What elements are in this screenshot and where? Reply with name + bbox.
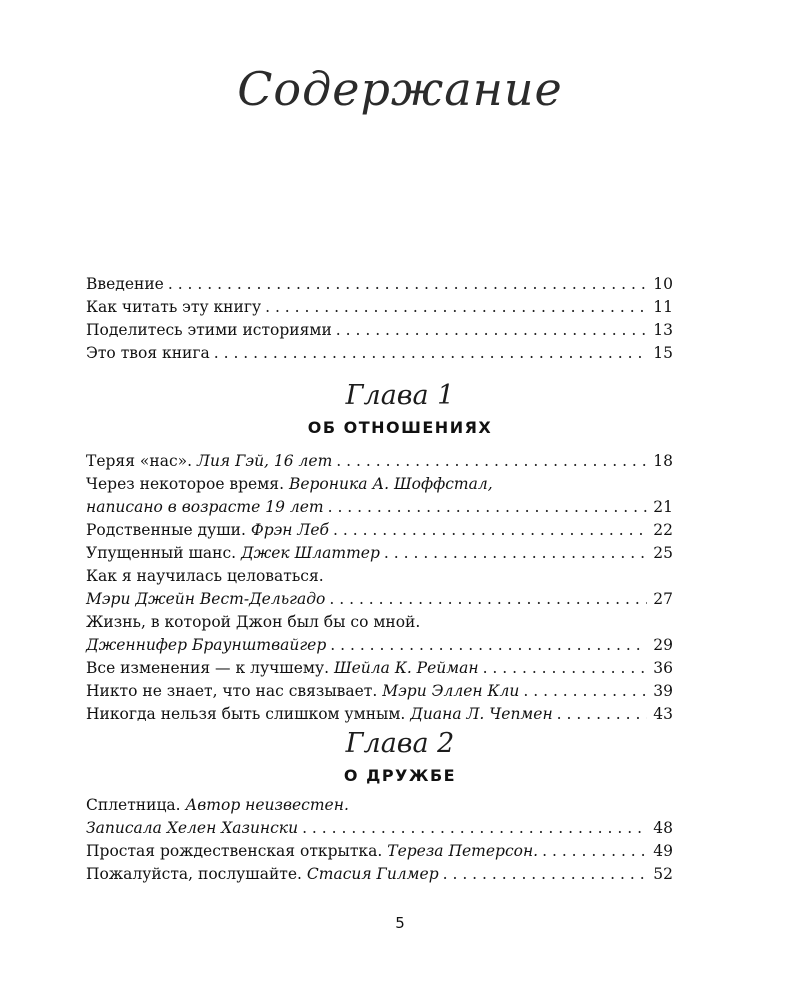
chapter-2-heading: Глава 2 xyxy=(345,728,455,759)
dot-leader xyxy=(329,588,647,611)
chapter-1-subtitle: ОБ ОТНОШЕНИЯХ xyxy=(307,418,493,437)
chapter-1-heading: Глава 1 xyxy=(345,380,455,411)
entry-title: Введение xyxy=(86,275,164,293)
entry-author: Стасия Гилмер xyxy=(306,865,439,883)
entry-author: Джек Шлаттер xyxy=(241,544,380,562)
chapter-2-subtitle: О ДРУЖБЕ xyxy=(343,766,457,785)
toc-entry[interactable] xyxy=(86,342,673,365)
toc-intro xyxy=(86,273,673,365)
toc-entry[interactable] xyxy=(86,450,673,473)
entry-title: Это твоя книга xyxy=(86,344,210,362)
toc-entry[interactable] xyxy=(86,794,673,840)
entry-title: Жизнь, в которой Джон был бы со мной. xyxy=(86,613,421,631)
entry-title: Через некоторое время. Вероника А. Шоффстал, xyxy=(86,475,493,493)
entry-title: Сплетница. Автор неизвестен. xyxy=(86,796,349,814)
entry-title: Простая рождественская открытка. Тереза Петерсон. xyxy=(86,842,539,860)
toc-entry[interactable] xyxy=(86,863,673,886)
toc-entry[interactable] xyxy=(86,273,673,296)
entry-page: 10 xyxy=(653,275,673,293)
entry-title: Все изменения — к лучшему. Шейла К. Рейман xyxy=(86,659,479,677)
toc-entry[interactable] xyxy=(86,319,673,342)
dot-leader xyxy=(384,542,647,565)
dot-leader xyxy=(302,817,647,840)
entry-page: 22 xyxy=(653,521,673,539)
entry-author: Шейла К. Рейман xyxy=(333,659,479,677)
entry-title: Пожалуйста, послушайте. Стасия Гилмер xyxy=(86,865,439,883)
entry-author: Фрэн Леб xyxy=(250,521,330,539)
toc-entry[interactable] xyxy=(86,680,673,703)
entry-author: Лия Гэй, 16 лет xyxy=(197,452,333,470)
toc-entry[interactable] xyxy=(86,519,673,542)
entry-page: 25 xyxy=(653,544,673,562)
entry-page: 48 xyxy=(653,819,673,837)
toc-chapter-1 xyxy=(86,450,673,726)
dot-leader xyxy=(328,496,648,519)
entry-author: Автор неизвестен. xyxy=(185,796,349,814)
entry-page: 43 xyxy=(653,705,673,723)
dot-leader xyxy=(336,450,647,473)
dot-leader xyxy=(333,519,647,542)
toc-entry[interactable] xyxy=(86,565,673,611)
dot-leader xyxy=(168,273,647,296)
dot-leader xyxy=(330,634,647,657)
dot-leader xyxy=(443,863,648,886)
entry-title: Никогда нельзя быть слишком умным. Диана Л. Чепмен xyxy=(86,705,553,723)
entry-page: 49 xyxy=(653,842,673,860)
entry-page: 11 xyxy=(653,298,673,316)
entry-title: Как читать эту книгу xyxy=(86,298,262,316)
entry-author: Диана Л. Чепмен xyxy=(410,705,553,723)
entry-title: Поделитесь этими историями xyxy=(86,321,332,339)
entry-title: Упущенный шанс. Джек Шлаттер xyxy=(86,544,380,562)
entry-author-line2: написано в возрасте 19 лет xyxy=(86,498,324,516)
toc-entry[interactable] xyxy=(86,542,673,565)
entry-page: 29 xyxy=(653,636,673,654)
entry-author: Тереза Петерсон. xyxy=(387,842,539,860)
dot-leader xyxy=(483,657,648,680)
toc-entry[interactable] xyxy=(86,296,673,319)
page-title: Содержание xyxy=(237,62,563,116)
dot-leader xyxy=(214,342,648,365)
dot-leader xyxy=(523,680,647,703)
toc-entry[interactable] xyxy=(86,657,673,680)
entry-author: Мэри Эллен Кли xyxy=(382,682,520,700)
entry-page: 13 xyxy=(653,321,673,339)
toc-chapter-2 xyxy=(86,794,673,886)
entry-page: 36 xyxy=(653,659,673,677)
dot-leader xyxy=(265,296,647,319)
dot-leader xyxy=(557,703,648,726)
toc-entry[interactable] xyxy=(86,611,673,657)
entry-title: Теряя «нас». Лия Гэй, 16 лет xyxy=(86,452,333,470)
page-number: 5 xyxy=(395,914,405,932)
entry-title: Как я научилась целоваться. xyxy=(86,567,324,585)
entry-author: Вероника А. Шоффстал, xyxy=(288,475,493,493)
entry-title: Никто не знает, что нас связывает. Мэри Эллен Кли xyxy=(86,682,520,700)
toc-entry[interactable] xyxy=(86,473,673,519)
toc-entry[interactable] xyxy=(86,840,673,863)
entry-author-line2: Дженнифер Браунштвайгер xyxy=(86,636,327,654)
entry-page: 21 xyxy=(653,498,673,516)
entry-page: 15 xyxy=(653,344,673,362)
entry-page: 27 xyxy=(653,590,673,608)
toc-entry[interactable] xyxy=(86,703,673,726)
entry-page: 39 xyxy=(653,682,673,700)
entry-author-line2: Мэри Джейн Вест-Дельгадо xyxy=(86,590,326,608)
dot-leader xyxy=(336,319,647,342)
entry-title: Родственные души. Фрэн Леб xyxy=(86,521,330,539)
entry-page: 52 xyxy=(653,865,673,883)
entry-page: 18 xyxy=(653,452,673,470)
dot-leader xyxy=(542,840,647,863)
entry-author-line2: Записала Хелен Хазински xyxy=(86,819,299,837)
